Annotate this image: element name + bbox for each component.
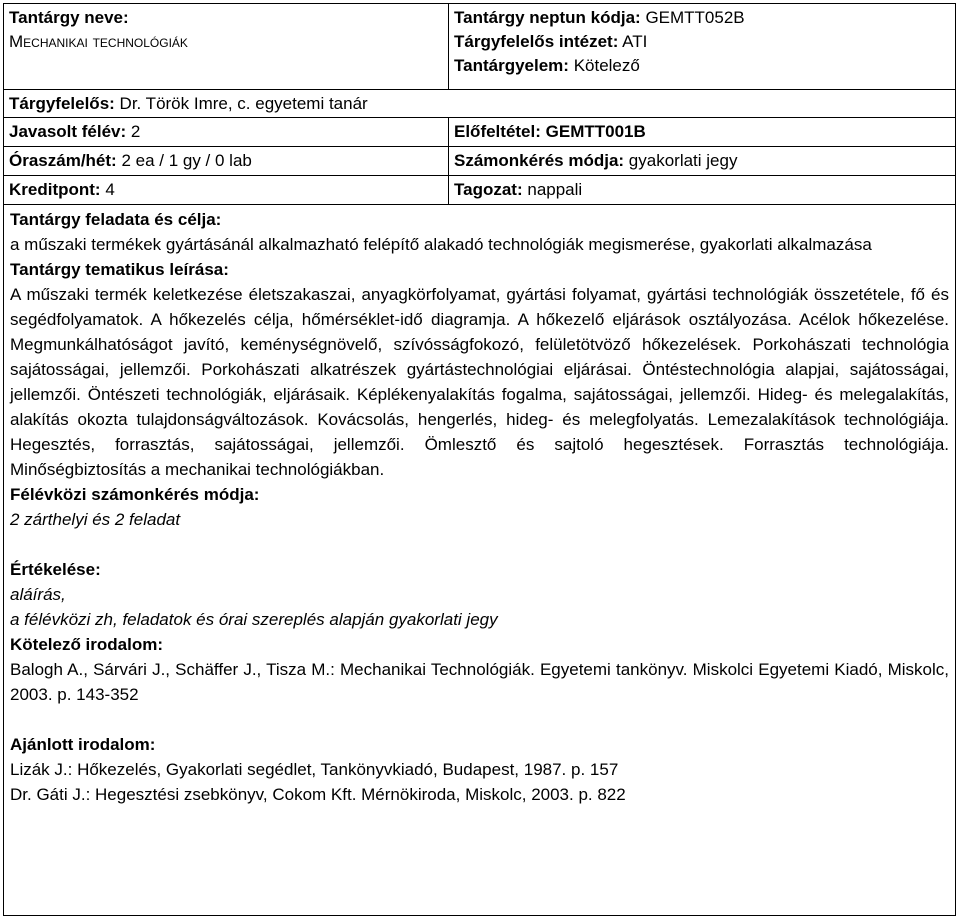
- neptun-label: Tantárgy neptun kódja:: [454, 8, 641, 27]
- required-literature-label: Kötelező irodalom:: [10, 635, 164, 654]
- header-row-4: [4, 147, 955, 176]
- topics-text: A műszaki termék keletkezése életszakaszai, anyagkörfolyamat, gyártási folyamat, gyártási technológiák összetétele, fő és segédfolyamatok. A hőkezelés célja, hőmérséklet-idő diagramja. A hőkezelő eljárások osztályozása. Acélok hőkezelése. Megmunkálhatóságot javító, keménységnövelő, szívósságfokozó, felületötvöző hőkezelések. Porkohászati technológia sajátosságai, jellemzői. Porkohászati alkatrészek gyártástechnológiai eljárásai. Öntéstechnológia alapjai, sajátosságai, jellemzői. Öntészeti technológiák, eljárásaik. Képlékenyalakítás fogalma, sajátosságai, jellemzői. Hideg- és melegalakítás, alakítás okozta tulajdonságváltozások. Kovácsolás, hengerlés, hideg- és melegfolyatás. Lemezalakítások technológiája. Hegesztés, forrasztás, sajátosságai, jellemzői. Ömlesztő és sajtoló hegesztések. Forrasztás technológiája. Minőségbiztosítás a mechanikai technológiákban.: [10, 285, 949, 479]
- midterm-text: 2 zárthelyi és 2 feladat: [10, 510, 181, 529]
- eval-line-2: a félévközi zh, feladatok és órai szereplés alapján gyakorlati jegy: [10, 610, 498, 629]
- element-value: Kötelező: [573, 56, 640, 75]
- midterm-label: Félévközi számonkérés módja:: [10, 485, 260, 504]
- neptun-cell: [449, 4, 955, 78]
- subject-name-cell: [4, 4, 448, 54]
- hours-label: Óraszám/hét:: [9, 151, 117, 170]
- section-value: nappali: [527, 180, 583, 199]
- subject-name-value: Mechanikai technológiák: [9, 32, 188, 51]
- exam-value: gyakorlati jegy: [628, 151, 738, 170]
- semester-cell: [4, 118, 448, 144]
- responsible-cell: [4, 90, 944, 116]
- neptun-value: GEMTT052B: [645, 8, 745, 27]
- eval-label: Értékelése:: [10, 560, 101, 579]
- exam-label: Számonkérés módja:: [454, 151, 625, 170]
- credit-value: 4: [105, 180, 115, 199]
- credit-label: Kreditpont:: [9, 180, 101, 199]
- goal-label: Tantárgy feladata és célja:: [10, 210, 222, 229]
- spacer: [10, 532, 949, 557]
- semester-value: 2: [130, 122, 141, 141]
- header-row-3: [4, 118, 955, 147]
- recommended-literature-label: Ajánlott irodalom:: [10, 735, 156, 754]
- recommended-literature-item: Dr. Gáti J.: Hegesztési zsebkönyv, Cokom Kft. Mérnökiroda, Miskolc, 2003. p. 822: [10, 785, 626, 804]
- credit-cell: [4, 176, 448, 202]
- semester-label: Javasolt félév:: [9, 122, 127, 141]
- header-row-1: [4, 4, 955, 90]
- eval-line-1: aláírás,: [10, 585, 66, 604]
- responsible-value: Dr. Török Imre, c. egyetemi tanár: [119, 94, 368, 113]
- spacer: [10, 707, 949, 732]
- course-body: [4, 205, 955, 807]
- recommended-literature-item: Lizák J.: Hőkezelés, Gyakorlati segédlet, Tankönyvkiadó, Budapest, 1987. p. 157: [10, 760, 619, 779]
- institute-label: Tárgyfelelős intézet:: [454, 32, 619, 51]
- topics-label: Tantárgy tematikus leírása:: [10, 260, 229, 279]
- required-literature-text: Balogh A., Sárvári J., Schäffer J., Tisza M.: Mechanikai Technológiák. Egyetemi tankönyv. Miskolci Egyetemi Kiadó, Miskolc, 2003. p. 143-352: [10, 660, 949, 704]
- exam-cell: [449, 147, 955, 173]
- header-row-2: [4, 90, 955, 118]
- hours-cell: [4, 147, 448, 173]
- subject-name-label: Tantárgy neve:: [9, 8, 129, 27]
- hours-value: 2 ea / 1 gy / 0 lab: [121, 151, 252, 170]
- section-cell: [449, 176, 955, 202]
- section-label: Tagozat:: [454, 180, 523, 199]
- prereq-value: GEMTT001B: [545, 122, 646, 141]
- element-label: Tantárgyelem:: [454, 56, 569, 75]
- goal-text: a műszaki termékek gyártásánál alkalmazható felépítő alakadó technológiák megismerése, gyakorlati alkalmazása: [10, 235, 872, 254]
- prereq-cell: [449, 118, 955, 144]
- prereq-label: Előfeltétel:: [454, 122, 541, 141]
- course-sheet: [3, 3, 956, 916]
- institute-value: ATI: [622, 32, 648, 51]
- header-row-5: [4, 176, 955, 205]
- responsible-label: Tárgyfelelős:: [9, 94, 115, 113]
